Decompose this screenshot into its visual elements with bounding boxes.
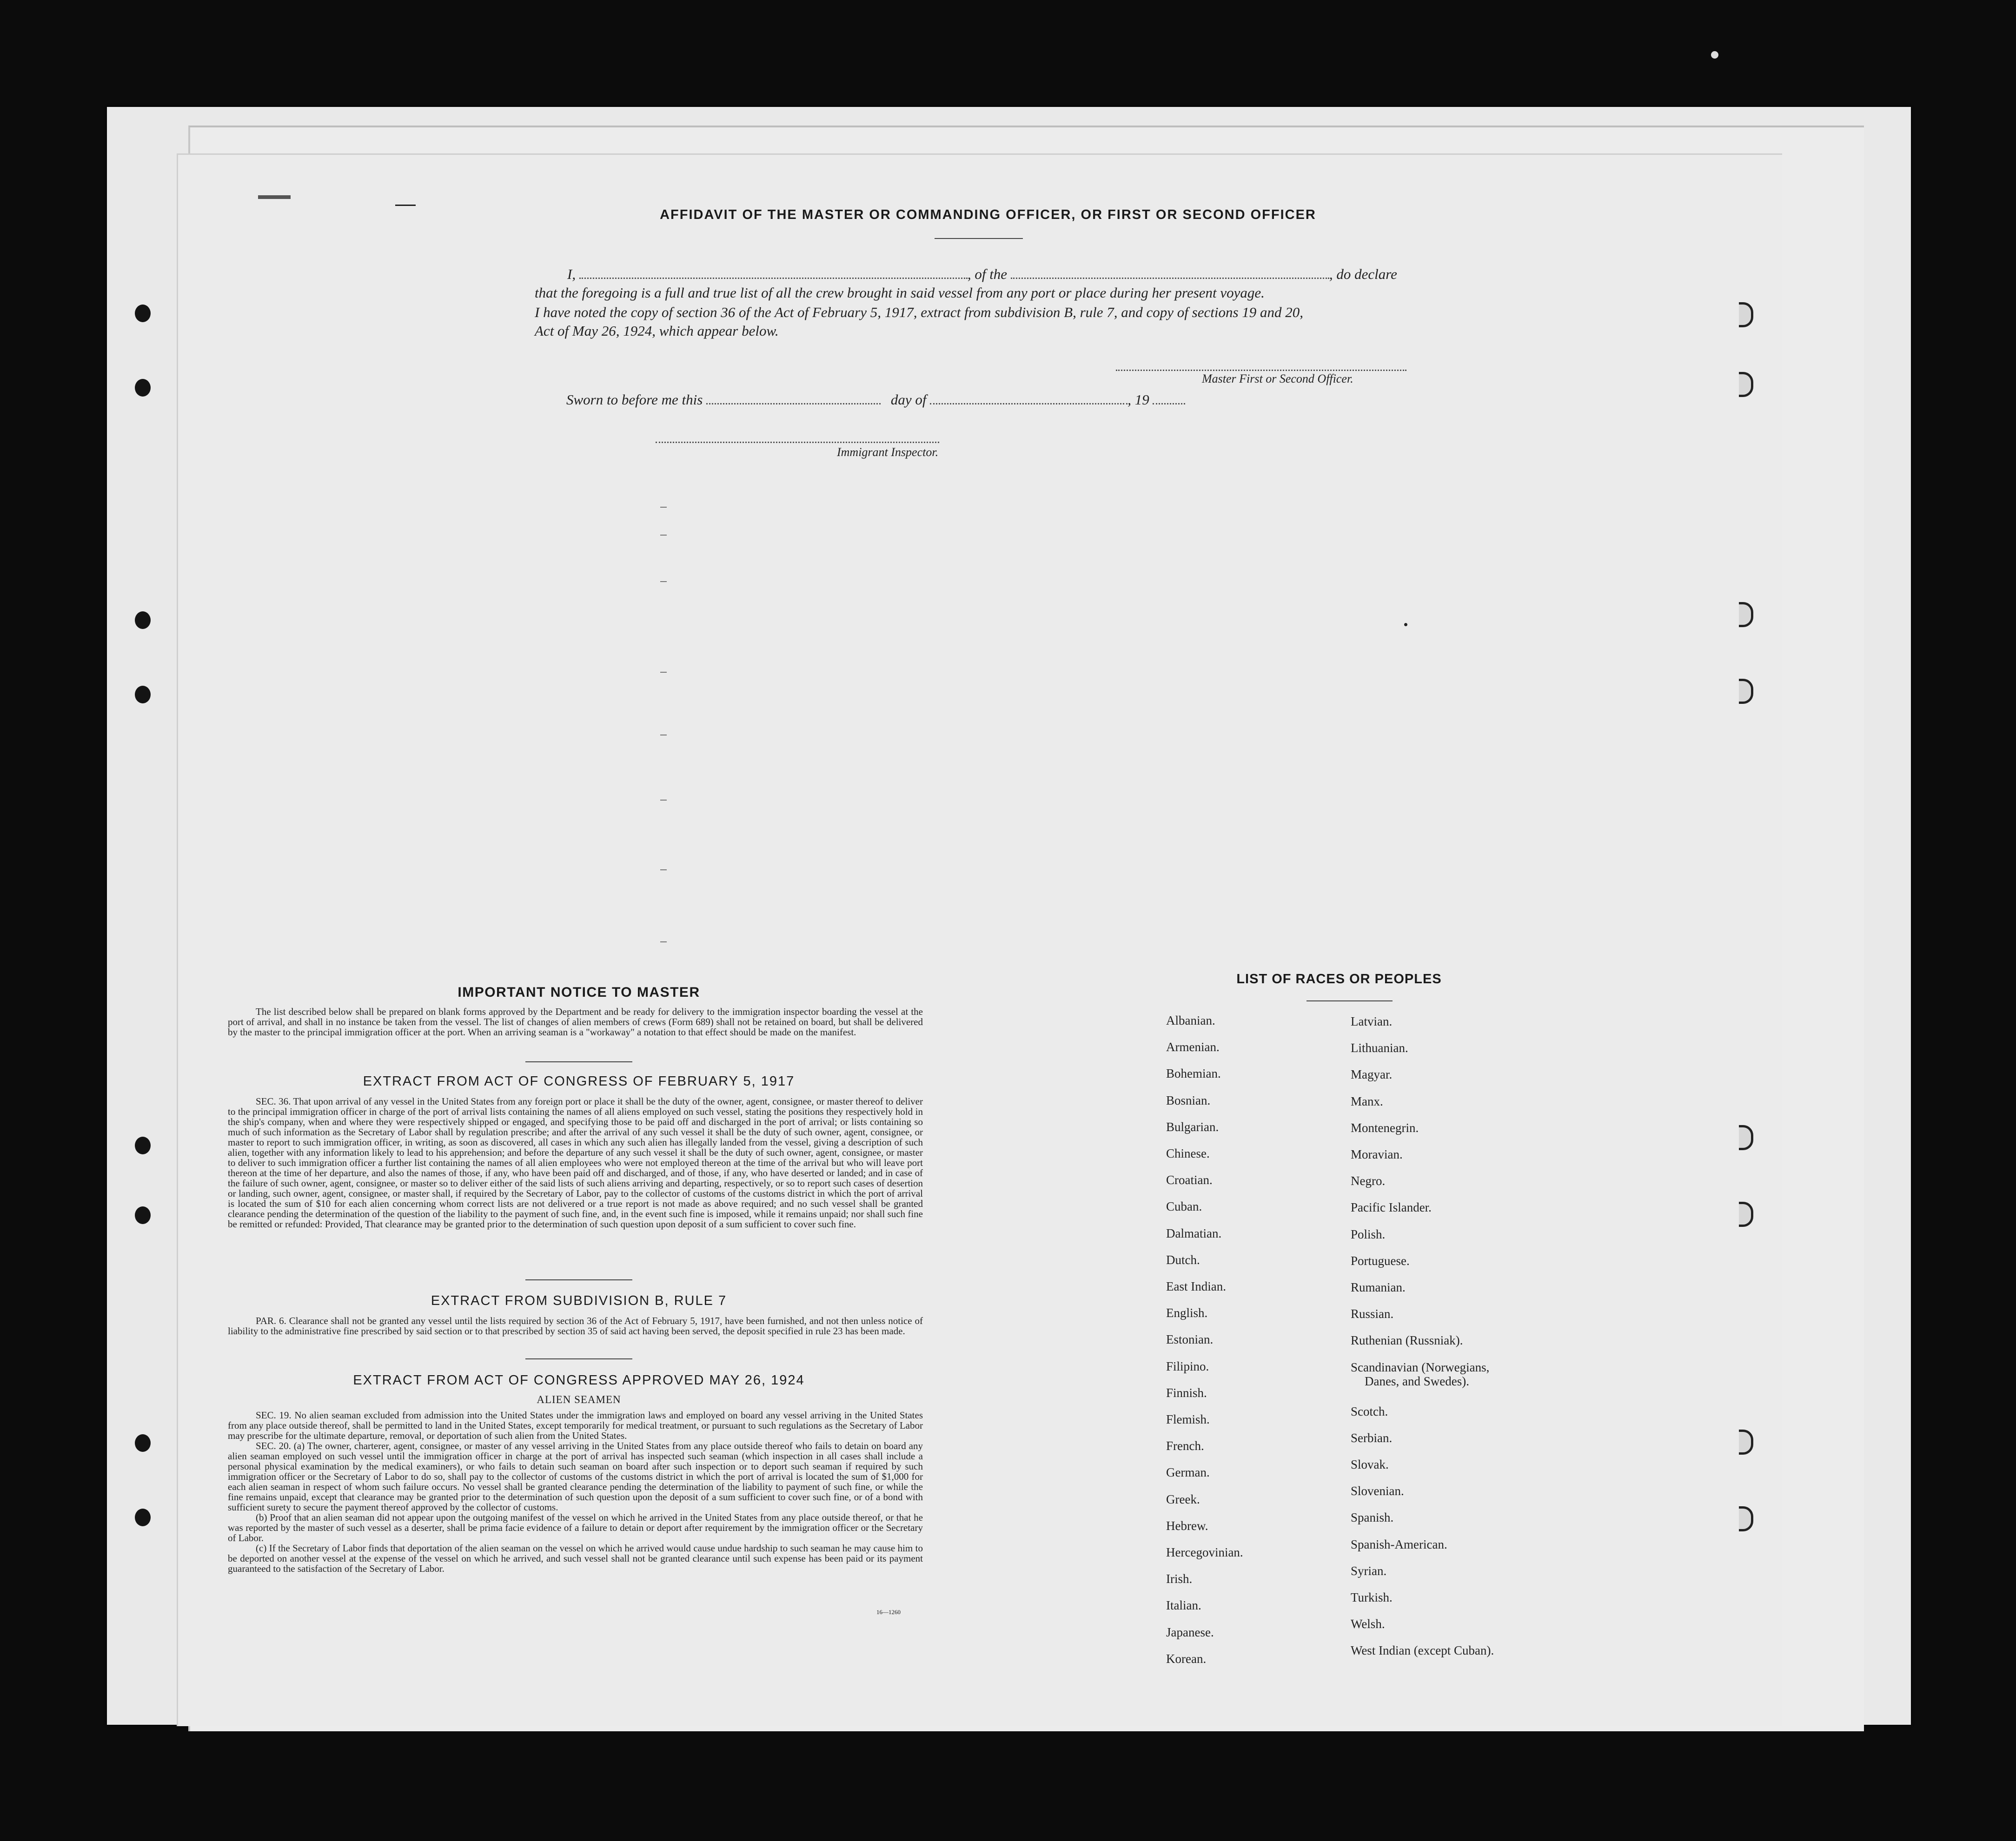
race-item: Italian. [1166, 1598, 1201, 1613]
race-item: Portuguese. [1351, 1253, 1410, 1268]
race-item: Bulgarian. [1166, 1119, 1219, 1134]
race-item: Scandinavian (Norwegians, [1351, 1360, 1490, 1374]
race-item: Spanish-American. [1351, 1537, 1447, 1551]
day-of-text: day of [890, 391, 927, 408]
binder-hole [135, 1206, 151, 1224]
race-item: Irish. [1166, 1572, 1193, 1586]
race-item: Lithuanian. [1351, 1041, 1408, 1055]
year-blank[interactable] [1153, 403, 1185, 404]
race-item: French. [1166, 1439, 1204, 1453]
race-item: Croatian. [1166, 1173, 1213, 1187]
race-item: Albanian. [1166, 1013, 1215, 1027]
inspector-signature-caption: Immigrant Inspector. [837, 445, 939, 459]
pencil-mark [395, 205, 416, 206]
race-item: German. [1166, 1465, 1210, 1480]
extract-1924-body [228, 1410, 923, 1574]
race-item: Moravian. [1351, 1147, 1403, 1161]
form-number: 16—1260 [876, 1609, 901, 1616]
section-rule [525, 1279, 632, 1280]
race-item: Korean. [1166, 1651, 1207, 1666]
race-item: English. [1166, 1306, 1208, 1320]
margin-tick [660, 672, 667, 673]
extract-rule7-title: EXTRACT FROM SUBDIVISION B, RULE 7 [431, 1293, 727, 1308]
race-item: Serbian. [1351, 1430, 1393, 1445]
section-rule [525, 1358, 632, 1359]
sec-20a-text: SEC. 20. (a) The owner, charterer, agent, consignee, or master of any vessel arriving in the United States from any place outside thereof who fails to detain on board any alien seaman employed on such vessel until the immigration officer in charge at the port of arrival has inspected such seaman (which inspection in all cases shall include a personal physical examination by the medical examiners), or who fails to detain such seaman on board after such inspection or to deport such seaman if required by such immigration officer or the Secretary of Labor to do so, shall pay to the collector of customs of the customs district in which the port of arrival is located the sum of $1,000 for each alien seaman in respect of whom such failure occurs. No vessel shall be granted clearance pending the determination of the liability to payment of such fine, or while the fine remains unpaid, except that clearance may be granted prior to the determination of such question upon the deposit of a sum sufficient to cover such fine, or of a bond with sufficient surety to secure the payment thereof approved by the collector of customs. [228, 1440, 923, 1513]
name-blank[interactable] [579, 278, 968, 279]
race-item: Bosnian. [1166, 1093, 1211, 1107]
races-title: LIST OF RACES OR PEOPLES [1236, 972, 1442, 987]
affidavit-line-4: Act of May 26, 1924, which appear below. [535, 323, 779, 339]
binder-hole [135, 611, 151, 629]
affidavit-title: AFFIDAVIT OF THE MASTER OR COMMANDING OFFICER, OR FIRST OR SECOND OFFICER [660, 207, 1316, 222]
race-item: Greek. [1166, 1492, 1200, 1506]
race-item: Magyar. [1351, 1067, 1393, 1082]
race-item: Syrian. [1351, 1563, 1387, 1578]
binder-hole [135, 379, 151, 397]
margin-tick [660, 869, 667, 870]
race-item: Hebrew. [1166, 1518, 1208, 1533]
margin-tick [660, 581, 667, 582]
binder-hole [135, 686, 151, 703]
extract-1917-title: EXTRACT FROM ACT OF CONGRESS OF FEBRUARY 5, 1917 [363, 1074, 795, 1089]
affidavit-line-2: that the foregoing is a full and true list of all the crew brought in said vessel from any port or place during her present voyage. [535, 285, 1265, 301]
extract-rule7-body: PAR. 6. Clearance shall not be granted any vessel until the lists required by section 36 of the Act of February 5, 1917, have been furnished, and not then unless notice of liability to the administrative fine prescribed by said section or to that prescribed by section 35 of said act having been served, the deposit specified in rule 23 has been made. [228, 1315, 923, 1337]
title-rule [935, 238, 1023, 239]
master-signature-caption: Master First or Second Officer. [1202, 372, 1353, 385]
race-item: Montenegrin. [1351, 1120, 1419, 1135]
affidavit-line-1-start: I, [567, 266, 576, 282]
month-blank[interactable] [930, 403, 1127, 404]
affidavit-line-1-mid: , of the [967, 266, 1008, 282]
sec-20c-text: (c) If the Secretary of Labor finds that deportation of the alien seaman on the vessel on which he arrived would cause undue hardship to such seaman he may cause him to be deported on another vessel at the expense of the vessel on which he arrived, and such vessel shall not be granted clearance until such expense has been paid or its payment guaranteed to the satisfaction of the Secretary of Labor. [228, 1543, 923, 1574]
race-item: Cuban. [1166, 1199, 1202, 1214]
master-signature-line[interactable] [1116, 370, 1406, 371]
race-item: Chinese. [1166, 1146, 1210, 1160]
inspector-signature-line[interactable] [656, 442, 939, 443]
affidavit-line-3: I have noted the copy of section 36 of the Act of February 5, 1917, extract from subdivision B, rule 7, and copy of sections 19 and 20, [535, 304, 1304, 320]
binder-hole [135, 1509, 151, 1526]
affidavit-line-1-end: , do declare [1329, 266, 1397, 282]
margin-tick [660, 800, 667, 801]
race-item: Slovenian. [1351, 1484, 1404, 1498]
pencil-mark [258, 195, 291, 199]
sworn-line [566, 391, 1185, 408]
margin-tick [660, 535, 667, 536]
scan-speck [1711, 51, 1718, 59]
race-item: Flemish. [1166, 1412, 1210, 1426]
extract-1924-title: EXTRACT FROM ACT OF CONGRESS APPROVED MAY 26, 1924 [353, 1373, 805, 1388]
binder-hole [135, 1137, 151, 1154]
race-item: Estonian. [1166, 1332, 1214, 1347]
extract-1917-body: SEC. 36. That upon arrival of any vessel in the United States from any foreign port or place it shall be the duty of the owner, agent, consignee, or master thereof to deliver to the principal immigration officer in charge of the port of arrival lists containing the names of all aliens employed on such vessel, stating the positions they respectively hold in the ship's company, when and where they were respectively shipped or engaged, and specifying those to be paid off and discharged in the port of arrival; or lists containing so much of such information as the Secretary of Labor shall by regulation prescribe; and after the arrival of any such vessel it shall be the duty of such owner, agent, consignee, or master to report to such immigration officer, in writing, as soon as discovered, all cases in which any such alien has illegally landed from the vessel, giving a description of such alien, together with any information likely to lead to his apprehension; and before the departure of any such vessel it shall be the duty of such owner, agent, consignee, or master to deliver to such immigration officer a further list containing the names of all alien employees who were not employed thereon at the time of the arrival but who will leave port thereon at the time of her departure, and also the names of those, if any, who have been paid off and discharged, and of those, if any, who have deserted or landed; and in case of the failure of such owner, agent, consignee, or master so to deliver either of the said lists of such aliens arriving and departing, respectively, or so to report such cases of desertion or landing, such owner, agent, consignee, or master shall, if required by the Secretary of Labor, pay to the collector of customs of the customs district in which the port of arrival is located the sum of $10 for each alien concerning whom correct lists are not delivered or a true report is not made as above required; and no such vessel shall be granted clearance pending the determination of the question of the liability to the payment of such fine, and, in the event such fine is imposed, while it remains unpaid; nor shall such fine be remitted or refunded: Provided, That clearance may be granted prior to the determination of such question upon deposit of a sum sufficient to cover such fine. [228, 1096, 923, 1230]
vessel-blank[interactable] [1011, 278, 1329, 279]
race-item: Japanese. [1166, 1625, 1214, 1639]
race-item: Scotch. [1351, 1404, 1388, 1418]
race-item: Dalmatian. [1166, 1226, 1222, 1240]
sec-20b-text: (b) Proof that an alien seaman did not appear upon the outgoing manifest of the vessel on which he arrived in the United States from any place outside thereof, or that he was reported by the master of such vessel as a deserter, shall be prima facie evidence of a failure to detain or deport after requirement by the immigration officer or the Secretary of Labor. [228, 1512, 923, 1543]
day-blank[interactable] [706, 403, 881, 404]
race-item: Pacific Islander. [1351, 1200, 1432, 1215]
race-item: Finnish. [1166, 1385, 1207, 1400]
race-item: Polish. [1351, 1227, 1386, 1241]
race-item: Rumanian. [1351, 1280, 1406, 1294]
race-item: West Indian (except Cuban). [1351, 1643, 1494, 1658]
race-item: Filipino. [1166, 1359, 1209, 1373]
binder-hole [135, 305, 151, 322]
race-item: East Indian. [1166, 1279, 1226, 1293]
race-item: Dutch. [1166, 1252, 1200, 1267]
sec-19-text: SEC. 19. No alien seaman excluded from admission into the United States under the immigration laws and employed on board any vessel arriving in the United States from any place outside thereof, shall be permitted to land in the United States, except temporarily for medical treatment, or pursuant to such regulations as the Secretary of Labor may prescribe for the ultimate departure, removal, or deportation of such alien from the United States. [228, 1410, 923, 1441]
race-item: Spanish. [1351, 1510, 1394, 1525]
race-item: Latvian. [1351, 1014, 1393, 1028]
race-item: Welsh. [1351, 1617, 1385, 1631]
race-item: Russian. [1351, 1307, 1394, 1321]
alien-seamen-heading: ALIEN SEAMEN [537, 1394, 621, 1405]
binder-hole [135, 1434, 151, 1452]
affidavit-line-1 [535, 266, 1427, 283]
year-prefix: , 19 [1127, 391, 1149, 408]
race-item: Danes, and Swedes). [1365, 1374, 1469, 1388]
margin-tick [660, 507, 667, 508]
race-item: Manx. [1351, 1094, 1383, 1108]
title-rule [1306, 1000, 1393, 1001]
section-rule [525, 1061, 632, 1062]
sworn-text: Sworn to before me this [566, 391, 703, 408]
race-item: Ruthenian (Russniak). [1351, 1333, 1463, 1348]
notice-title: IMPORTANT NOTICE TO MASTER [458, 985, 700, 1000]
race-item: Negro. [1351, 1174, 1386, 1188]
race-item: Hercegovinian. [1166, 1545, 1243, 1559]
race-item: Armenian. [1166, 1040, 1220, 1054]
race-item: Turkish. [1351, 1590, 1393, 1604]
margin-tick [660, 941, 667, 942]
race-item: Slovak. [1351, 1457, 1389, 1471]
race-item: Bohemian. [1166, 1066, 1221, 1081]
scan-speck [1404, 623, 1407, 626]
notice-body: The list described below shall be prepared on blank forms approved by the Department and be ready for delivery to the immigration inspector boarding the vessel at the port of arrival, and shall in no instance be taken from the vessel. The list of changes of alien members of crews (Form 689) shall not be retained on board, but shall be delivered by the master to the principal immigration officer at the port. When an arriving seaman is a "workaway" a notation to that effect should be made on the manifest. [228, 1006, 923, 1038]
